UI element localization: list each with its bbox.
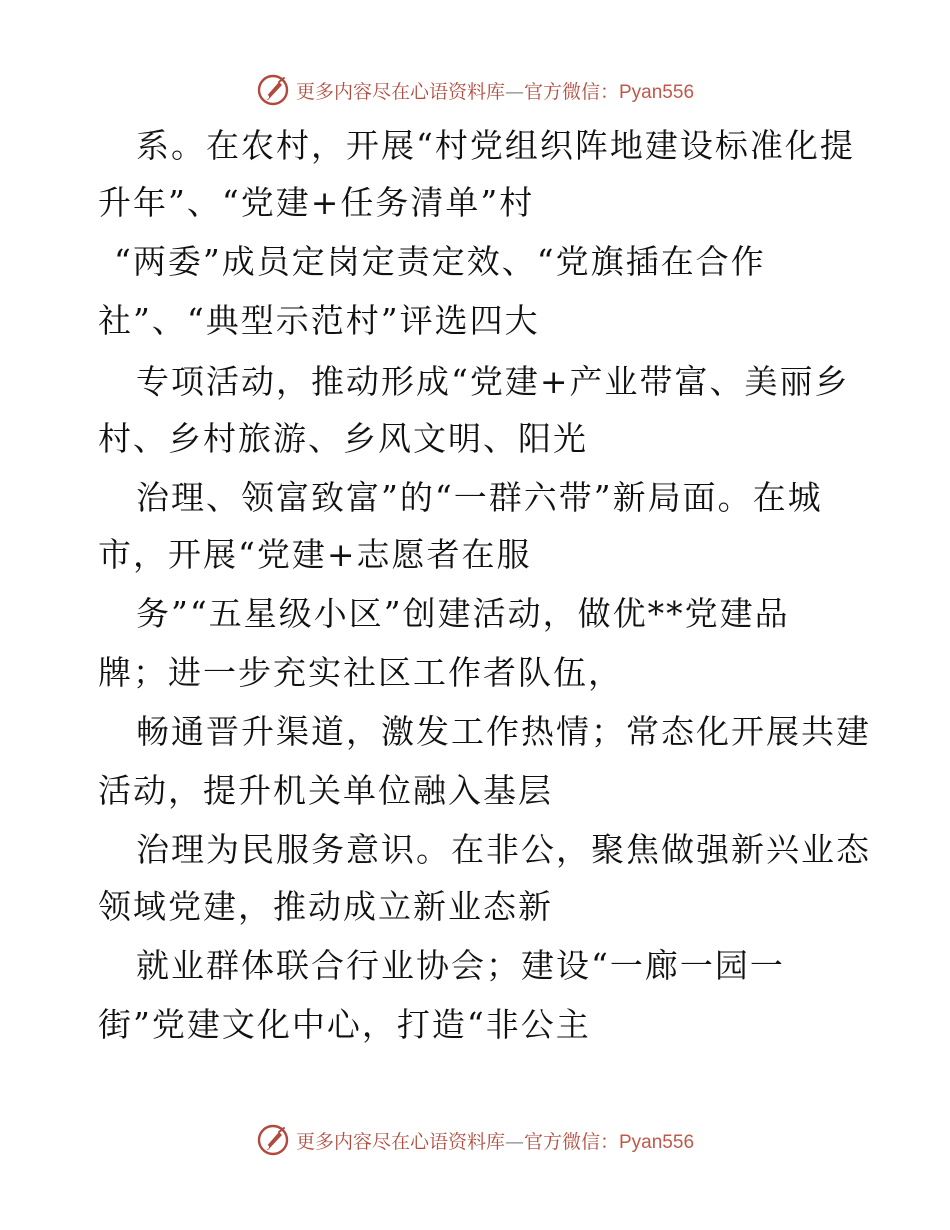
body-line: 务”“五星级小区”创建活动，做优**党建品: [136, 594, 790, 633]
body-line: 社”、“典型示范村”评选四大: [98, 301, 540, 340]
body-line: 升年”、“党建+任务清单”村: [98, 183, 535, 222]
body-line: 畅通晋升渠道，激发工作热情；常态化开展共建: [136, 712, 871, 751]
body-line: 市，开展“党建+志愿者在服: [98, 535, 532, 574]
body-line: 系。在农村，开展“村党组织阵地建设标准化提: [136, 126, 855, 165]
header-watermark: [0, 72, 950, 108]
watermark-main: 更多内容尽在心语资料库: [295, 1130, 505, 1153]
watermark-separator: —: [504, 80, 524, 103]
body-line: 治理为民服务意识。在非公，聚焦做强新兴业态: [136, 830, 871, 869]
body-line: 街”党建文化中心，打造“非公主: [98, 1005, 591, 1044]
quill-pen-logo-icon: [256, 73, 290, 107]
watermark-text: [296, 77, 694, 104]
body-line: 活动，提升机关单位融入基层: [98, 771, 553, 810]
watermark-id: Pyan556: [619, 81, 695, 103]
watermark-text: [296, 1127, 694, 1154]
watermark-main: 更多内容尽在心语资料库: [295, 80, 505, 103]
body-line: “两委”成员定岗定责定效、“党旗插在合作: [114, 242, 766, 281]
body-line: 牌；进一步充实社区工作者队伍，: [98, 653, 623, 692]
body-line: 专项活动，推动形成“党建+产业带富、美丽乡: [136, 362, 850, 401]
watermark-label: 官方微信：: [523, 80, 619, 103]
body-line: 就业群体联合行业协会；建设“一廊一园一: [136, 946, 785, 985]
quill-pen-logo-icon: [256, 1123, 290, 1157]
body-line: 治理、领富致富”的“一群六带”新局面。在城: [136, 478, 823, 517]
body-line: 领域党建，推动成立新业态新: [98, 887, 553, 926]
footer-watermark: [0, 1122, 950, 1158]
watermark-id: Pyan556: [619, 1131, 695, 1153]
watermark-separator: —: [504, 1130, 524, 1153]
watermark-label: 官方微信：: [523, 1130, 619, 1153]
body-line: 村、乡村旅游、乡风文明、阳光: [98, 419, 588, 458]
